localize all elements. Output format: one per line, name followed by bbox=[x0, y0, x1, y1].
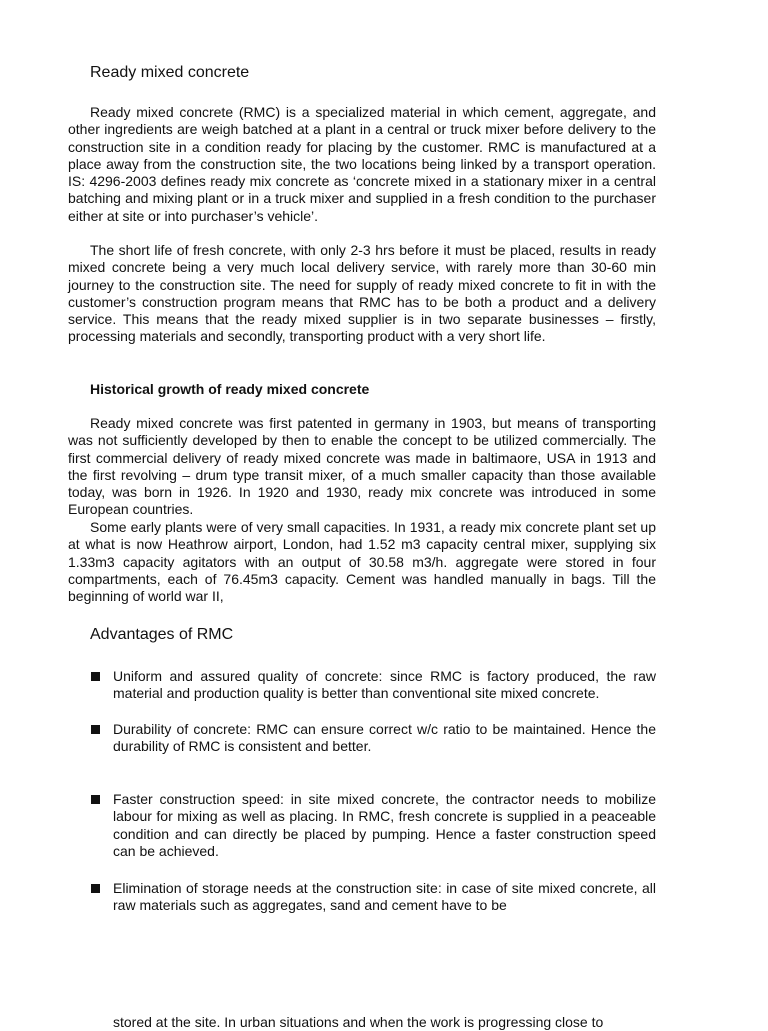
bullet-square-icon bbox=[91, 725, 100, 734]
bullet-square-icon bbox=[91, 884, 100, 893]
advantage-item bbox=[90, 668, 656, 703]
advantage-item-text: Elimination of storage needs at the construction site: in case of site mixed concrete, all raw materials such as aggregates, sand and cement have to be bbox=[113, 880, 656, 914]
bullet-square-icon bbox=[91, 672, 100, 681]
advantage-item-text: Faster construction speed: in site mixed concrete, the contractor needs to mobilize labour for mixing as well as placing. In RMC, fresh concrete is supplied in a peaceable condition and can directly be placed by pumping. Hence a faster construction speed can be achieved. bbox=[113, 791, 656, 859]
advantage-item-text: Uniform and assured quality of concrete: since RMC is factory produced, the raw material and production quality is better than conventional site mixed concrete. bbox=[113, 668, 656, 702]
next-page-fragment: stored at the site. In urban situations and when the work is progressing close to bbox=[113, 1014, 604, 1030]
advantage-item bbox=[90, 791, 656, 860]
advantage-item bbox=[90, 880, 656, 915]
bullet-square-icon bbox=[91, 795, 100, 804]
advantages-heading: Advantages of RMC bbox=[90, 626, 234, 643]
history-paragraph-2: Some early plants were of very small capacities. In 1931, a ready mix concrete plant set up at what is now Heathrow airport, London, had 1.52 m3 capacity central mixer, supplying six 1.33m3 capacity agitators with an output of 30.58 m3/h. aggregate were stored in four compartments, each of 76.45m3 capacity. Cement was handled manually in bags. Till the beginning of world war II, bbox=[68, 519, 656, 605]
advantage-item-text: Durability of concrete: RMC can ensure correct w/c ratio to be maintained. Hence the durability of RMC is consistent and better. bbox=[113, 721, 656, 755]
history-paragraph-1: Ready mixed concrete was first patented in germany in 1903, but means of transporting was not sufficiently developed by then to enable the concept to be utilized commercially. The first commercial delivery of ready mixed concrete was made in baltimaore, USA in 1913 and the first revolving – drum type transit mixer, of a much smaller capacity than those available today, was born in 1926. In 1920 and 1930, ready mix concrete was introduced in some European countries. bbox=[68, 415, 656, 518]
intro-paragraph-1: Ready mixed concrete (RMC) is a specialized material in which cement, aggregate, and other ingredients are weigh batched at a plant in a central or truck mixer before delivery to the construction site in a condition ready for placing by the customer. RMC is manufactured at a place away from the construction site, the two locations being linked by a transport operation. IS: 4296-2003 defines ready mix concrete as ‘concrete mixed in a stationary mixer in a central batching and mixing plant or in a truck mixer and supplied in a fresh condition to the purchaser either at site or into purchaser’s vehicle’. bbox=[68, 104, 656, 224]
history-heading: Historical growth of ready mixed concrete bbox=[90, 381, 370, 397]
intro-paragraph-2: The short life of fresh concrete, with only 2-3 hrs before it must be placed, results in ready mixed concrete being a very much local delivery service, with rarely more than 30-60 min journey to the construction site. The need for supply of ready mixed concrete to fit in with the customer’s construction program means that RMC has to be both a product and a delivery service. This means that the ready mixed supplier is in two separate businesses – firstly, processing materials and secondly, transporting product with a very short life. bbox=[68, 242, 656, 345]
page-title: Ready mixed concrete bbox=[90, 64, 250, 81]
advantage-item bbox=[90, 721, 656, 756]
